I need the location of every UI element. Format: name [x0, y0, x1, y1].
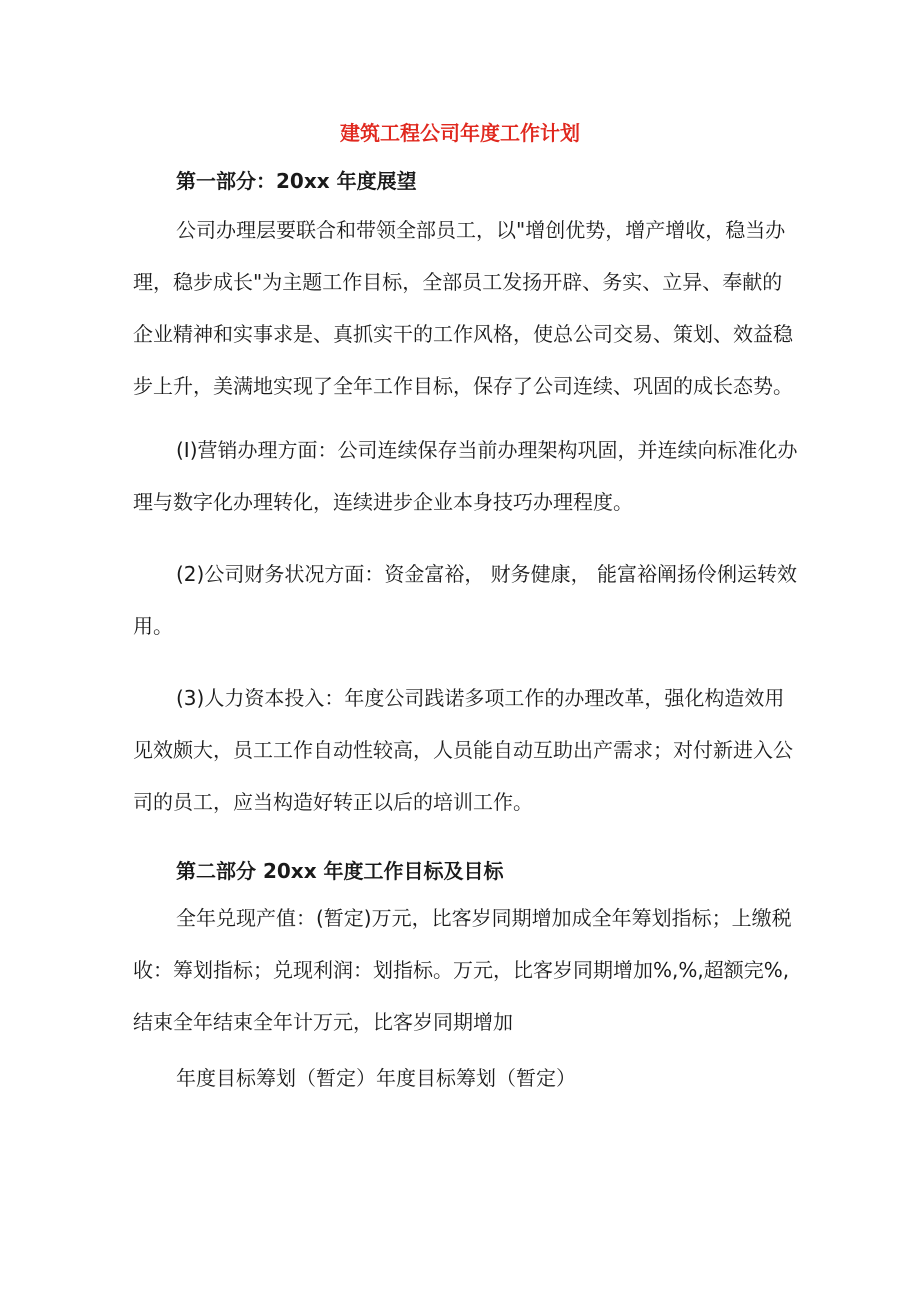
section-heading-part2: 第二部分 20xx 年度工作目标及目标	[176, 859, 504, 883]
paragraph-line: 全年兑现产值：(暂定)万元，比客岁同期增加成全年筹划指标；上缴税	[176, 906, 792, 930]
paragraph-line: 年度目标筹划（暂定）年度目标筹划（暂定）	[176, 1066, 576, 1090]
paragraph-line: 步上升，美满地实现了全年工作目标，保存了公司连续、巩固的成长态势。	[133, 374, 793, 398]
paragraph-line: 企业精神和实事求是、真抓实干的工作风格，使总公司交易、策划、效益稳	[133, 322, 793, 346]
paragraph-line: (2)公司财务状况方面：资金富裕， 财务健康， 能富裕阐扬伶俐运转效	[176, 562, 798, 586]
intro-paragraph	[133, 204, 813, 412]
item-hr-paragraph	[133, 672, 813, 828]
section-heading-part1: 第一部分：20xx 年度展望	[176, 169, 417, 193]
paragraph-line: 见效颇大，员工工作自动性较高，人员能自动互助出产需求；对付新进入公	[133, 738, 793, 762]
item-marketing-paragraph	[133, 424, 813, 528]
paragraph-line: 结束全年结束全年计万元，比客岁同期增加	[133, 1010, 513, 1034]
document-title: 建筑工程公司年度工作计划	[340, 121, 580, 145]
paragraph-line: 公司办理层要联合和带领全部员工，以"增创优势，增产增收，稳当办	[176, 218, 786, 242]
paragraph-line: 理与数字化办理转化，连续进步企业本身技巧办理程度。	[133, 490, 633, 514]
paragraph-line: 理，稳步成长"为主题工作目标，全部员工发扬开辟、务实、立异、奉献的	[133, 270, 783, 294]
paragraph-line: 司的员工，应当构造好转正以后的培训工作。	[133, 790, 533, 814]
item-finance-paragraph	[133, 548, 813, 652]
paragraph-line: 用。	[133, 614, 173, 638]
targets-paragraph	[133, 892, 813, 1048]
paragraph-line: (I)营销办理方面：公司连续保存当前办理架构巩固，并连续向标准化办	[176, 438, 798, 462]
paragraph-line: 收：筹划指标；兑现利润：划指标。万元，比客岁同期增加%,%,超额完%,	[133, 958, 790, 982]
paragraph-line: (3)人力资本投入：年度公司践诺多项工作的办理改革，强化构造效用	[176, 686, 785, 710]
plan-paragraph	[133, 1052, 813, 1104]
